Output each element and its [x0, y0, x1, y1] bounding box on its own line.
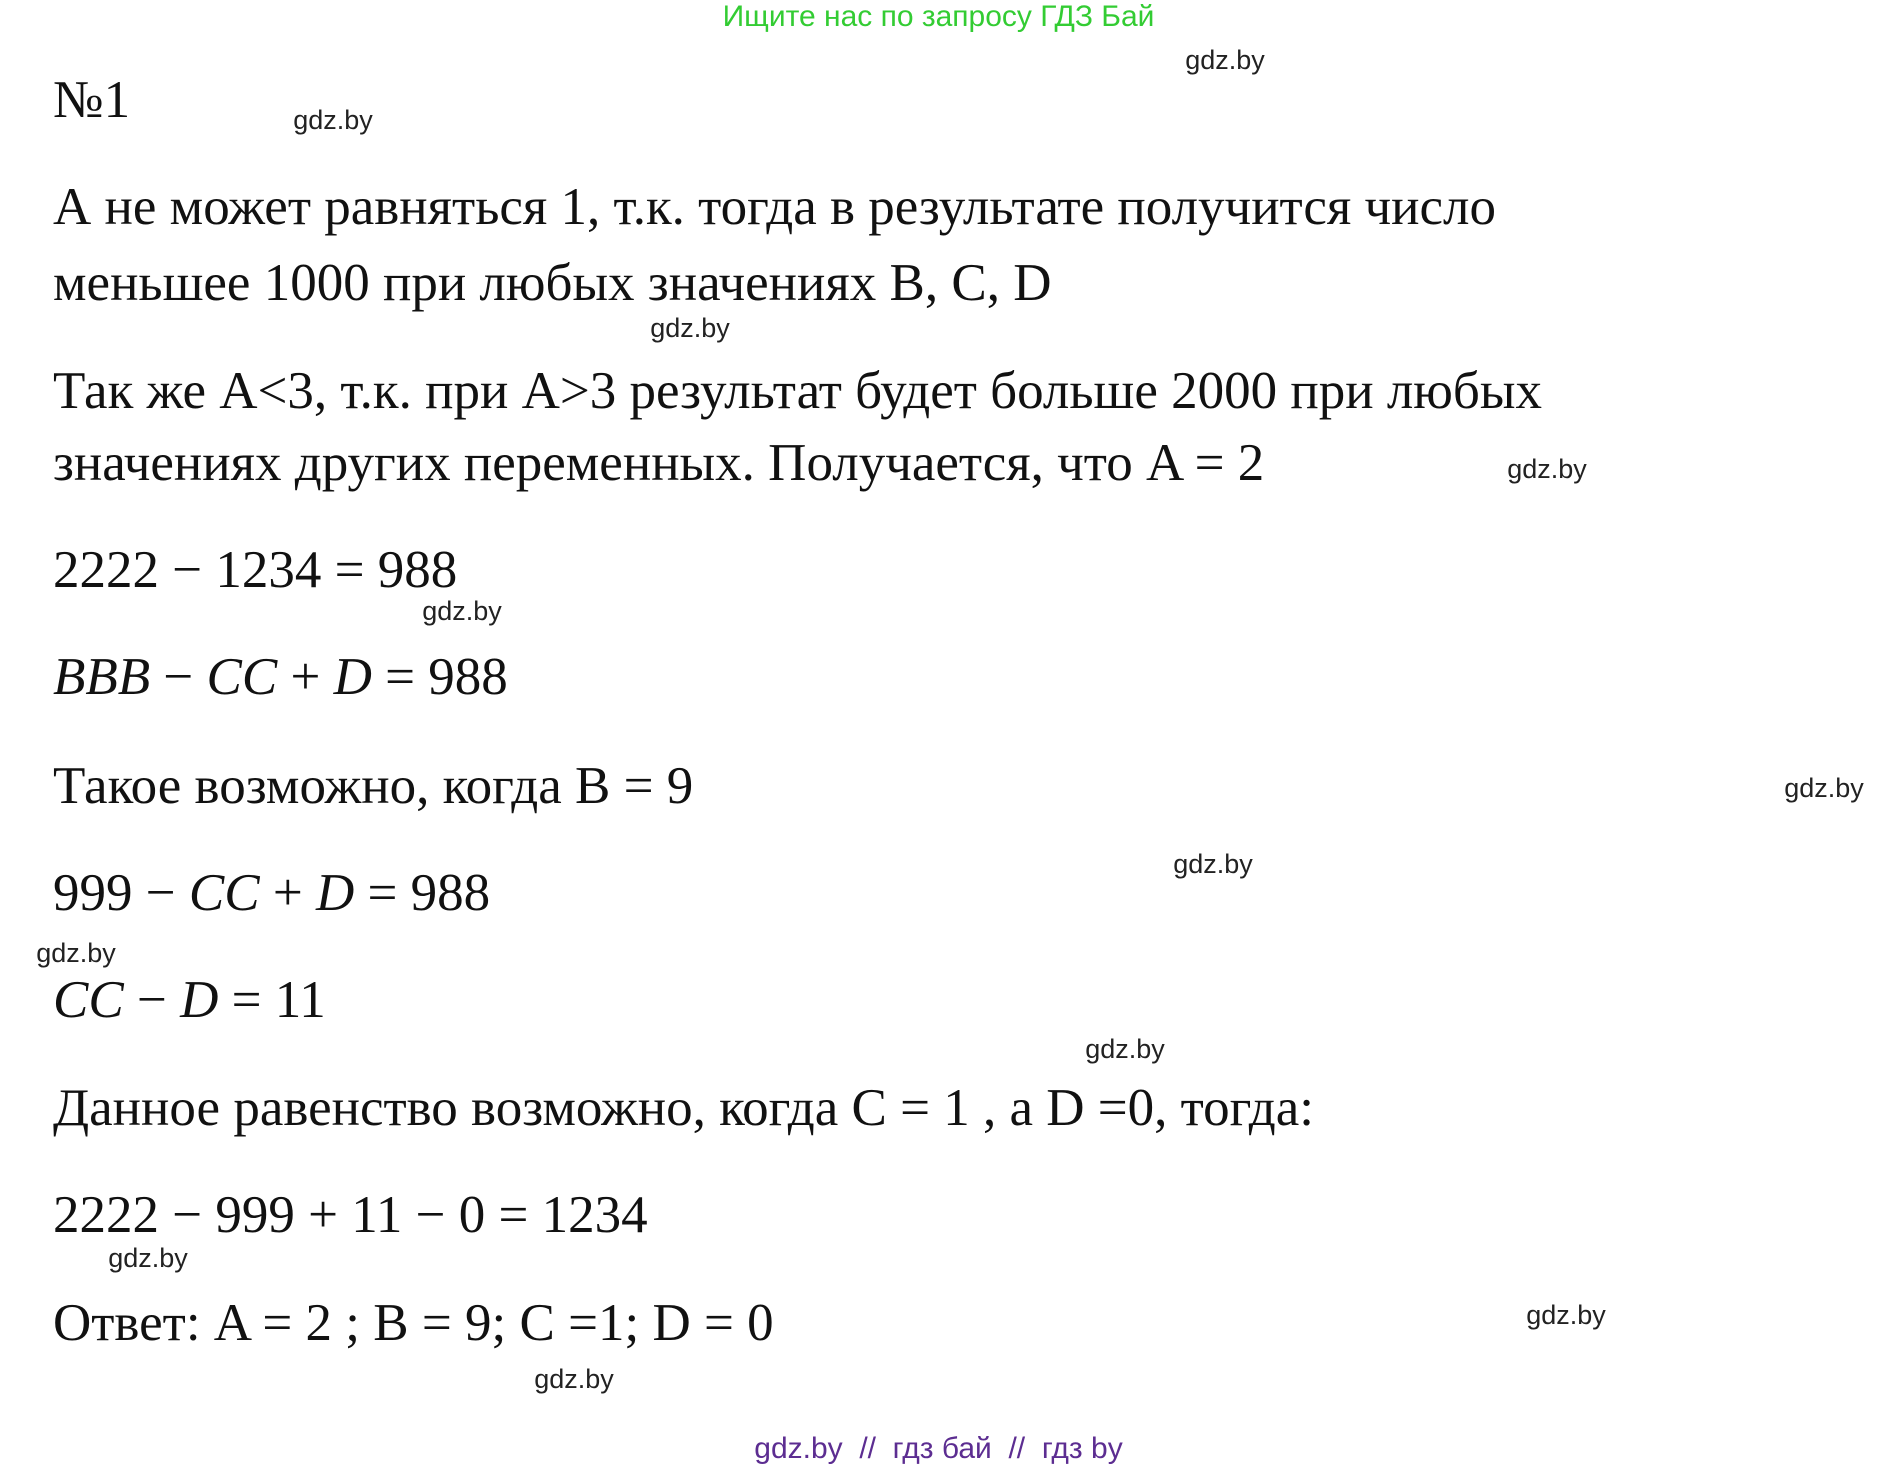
- watermark: gdz.by: [1784, 773, 1864, 803]
- watermark: gdz.by: [293, 105, 373, 135]
- op: 999 −: [53, 864, 189, 922]
- answer-line: Ответ: A = 2 ; B = 9; C =1; D = 0: [53, 1294, 774, 1352]
- watermark: gdz.by: [650, 313, 730, 343]
- var-bbb: BBB: [53, 648, 151, 706]
- result: = 988: [354, 864, 491, 922]
- equation-cc: [53, 970, 326, 1030]
- watermark: gdz.by: [1185, 45, 1265, 75]
- text-line: Так же A<3, т.к. при A>3 результат будет больше 2000 при любых: [53, 362, 1542, 420]
- watermark: gdz.by: [534, 1364, 614, 1394]
- watermark: gdz.by: [1526, 1300, 1606, 1330]
- watermark: gdz.by: [1507, 454, 1587, 484]
- watermark: gdz.by: [1173, 849, 1253, 879]
- equation-bbb: [53, 647, 508, 707]
- op: −: [150, 648, 207, 706]
- task-number: №1: [53, 71, 131, 129]
- text-line: меньшее 1000 при любых значениях B, C, D: [53, 254, 1052, 312]
- op: −: [123, 971, 181, 1029]
- footer-links: gdz.by // гдз бай // гдз by: [754, 1432, 1123, 1465]
- equation-line: 2222 − 1234 = 988: [53, 541, 458, 599]
- var-d: D: [333, 648, 372, 706]
- text-line: Данное равенство возможно, когда C = 1 , а D =0, тогда:: [53, 1079, 1314, 1137]
- text-line: значениях других переменных. Получается, что A = 2: [53, 434, 1265, 492]
- op: +: [277, 648, 334, 706]
- search-hint-header: Ищите нас по запросу ГДЗ Бай: [722, 0, 1155, 33]
- op: +: [259, 864, 316, 922]
- text-line: А не может равняться 1, т.к. тогда в результате получится число: [53, 178, 1497, 236]
- var-d: D: [315, 864, 355, 922]
- equation-999: [53, 863, 490, 923]
- var-cc: CC: [53, 971, 124, 1029]
- result: = 11: [218, 971, 326, 1029]
- var-cc: CC: [188, 864, 260, 922]
- equation-line: 2222 − 999 + 11 − 0 = 1234: [53, 1186, 648, 1244]
- watermark: gdz.by: [108, 1243, 188, 1273]
- var-d: D: [180, 971, 219, 1029]
- watermark: gdz.by: [36, 938, 116, 968]
- watermark: gdz.by: [422, 596, 502, 626]
- var-cc: CC: [206, 648, 278, 706]
- text-line: Такое возможно, когда B = 9: [53, 757, 694, 815]
- result: = 988: [371, 648, 508, 706]
- watermark: gdz.by: [1085, 1034, 1165, 1064]
